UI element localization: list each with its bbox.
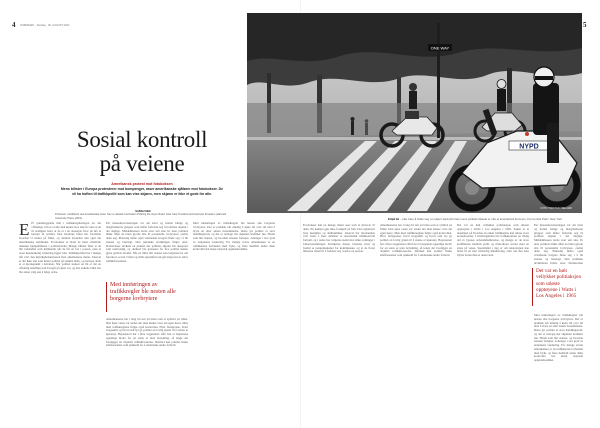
body-column-5 [380, 224, 452, 412]
byline [55, 210, 231, 220]
caption-text: – eller bare å holde seg i et ukjent sted på fortau mens politiets tilstede er ofte et amerikansk fenomen. Fra Central Park i New York. [399, 217, 563, 221]
drop-cap: E [19, 222, 30, 239]
left-page-number: 4 [12, 21, 16, 29]
body-text-7b: Med innføringen av trafikkregler ble nesten alle borgerne lovbrytere. Det er praktisk talt umulig å kjøre bil over tid uten å bryte en eller annen bestemmelse. Dette gir politiet et stort handlingsrom, og det er nettopp her skjønnet kommer inn. Hvem som blir stanset, og hvordan stansen forløper, avhenger i stor grad av betjentens vurdering. For mange svarte amerikanere er en trafikkstans forbundet med frykt, og flere dødsfall under slike kontroller har skapt nasjonal oppmerksomhet. [534, 314, 583, 362]
headline-line-1: Sosial kontroll [76, 127, 208, 152]
body-column-2a [106, 222, 188, 277]
photo-credit: FOTO: TORSTEIN HELLAND [540, 207, 572, 210]
body-column-7a [534, 224, 583, 264]
body-text-5: Amerikanerne har i lang tid sett på bilen som et symbol på frihet. Den åpne veien var stedet der man kunne være sin egen herre. Men med trafikkreglene fulgte også kontrollen. Hver fartsgrense, hvert stoppskilt og hvert rødt lys ga politiet en lovlig grunn til å stanse et kjøretøy. Høyesterett har i flere avgjørelser slått fast at betjentens egentlige motiv for en stans er uten betydning, så lenge det foreligger en objektiv trafikkforseelse. Dermed kan politiet bruke småforseelser som påskudd for å undersøke andre forhold. [380, 224, 452, 257]
caption-bold: Ettpå bil [388, 217, 400, 221]
pull-quote-1: Med innføringen av trafikkregler ble nesten alle borgerne lovbrytere [110, 282, 176, 303]
body-column-7b [534, 314, 583, 412]
body-column-6 [457, 224, 529, 412]
pull-quote-bar-2 [532, 268, 533, 306]
body-text-2b: Amerikanerne har i lang tid sett på bilen som et symbol på frihet. Den åpne veien var stedet der man kunne være sin egen herre. Men med trafikkreglene fulgte også kontrollen. Hver fartsgrense, hvert stoppskilt og hvert rødt lys ga politiet en lovlig grunn til å stanse et kjøretøy. Høyesterett har i flere avgjørelser slått fast at betjentens egentlige motiv for en stans er uten betydning, så lenge det foreligger en objektiv trafikkforseelse. Dermed kan politiet bruke småforseelser som påskudd for å undersøke andre forhold. [106, 318, 188, 348]
left-running-header: IN BERGEN · Søndag · 00. AUGUST 2024 [20, 24, 70, 27]
byline-bio: Professor i strafferett ved amerikanske Iowa. Seo er aktuell med boken Policing the Open Road: How Cars Transformed American Freedom (Harvard University Press, 2019). [55, 213, 227, 220]
pull-quote-2: Det var en høit vellykket politiaksjon som utløste opptøyene i Watts i Los Angeles i 1965 [536, 268, 582, 300]
body-text-6: Det var en høit vellykket politiaksjon som utløste opptøyene i Watts i Los Angeles i 1965. Saken er et eksempel på hvordan en enkel trafikkstans kan utløse store konsekvenser. I etterkrigstiden ble trafikkpolitiet en viktig del av byenes ordenshåndhevelse, og mange av de store konfliktene mellom politi og minoriteter startet med en stans på veien. Spørsmålet i dag er om teknologien kan bidra til en mer rettferdig håndheving, eller om den bare flytter kontrollen et annet sted. [457, 224, 529, 257]
headline-line-2: på veiene [99, 151, 185, 176]
photo-scene [247, 13, 582, 213]
body-text-2: Før massemotoriseringen var det først og fremst fattige og marginaliserte grupper som måtte forholde seg til politiets skjønn i det daglige. Middelklassen levde stort sett sine liv uten politiets blikk. Men da bilen gjorde alle til potensielle lovbrytere, endret dette seg. Plutselig måtte også velstående borgere finne seg i å bli stanset og bøtelagt. Den juridiske utviklingen fulgte etter. Domstolene utviklet en praksis der politiets skjønn ble akseptert som nødvendig, og dermed ble grensene for hva politiet kunne gjøre gradvis utvidet. Når en bilist blir stanset kan betjenten be om førerkort, se inn i bilen og stille spørsmål som går langt utover selve trafikkforseelsen. [106, 222, 188, 263]
body-column-3 [193, 222, 275, 412]
street-sign-text: ONE WAY [430, 45, 450, 51]
deck: Mens bilister i Europa protesterer mot bompenger, raser amerikanske sjåfører mot fotobokser. De vil ha hoften til trafikkpoliti som kan vise skjønn, men skjønn er ikke et gode for alle. [60, 187, 224, 197]
body-column-2b [106, 318, 188, 412]
body-text-7a: Før massemotoriseringen var det først og fremst fattige og marginaliserte grupper som måtte forholde seg til politiets skjønn i det daglige. Middelklassen levde stort sett sine liv uten politiets blikk. Men da bilen gjorde alle til potensielle lovbrytere, endret dette seg. Plutselig måtte også velstående borgere finne seg i å bli stanset og bøtelagt. Den juridiske utviklingen fulgte etter. Domstolene [534, 224, 583, 264]
body-text-1: Et grunnleggende mål i trafikkreguleringen for det offentlige rom er at alle skal kunne leve sine liv uten at de til stadighet føler at de er i en situasjon hvor de må ta hensyn til politiet. Den moderne bilen har forandret hvordan vi tenker på frihet, og dermed forandret den også det amerikanske samfunnet. Fotobokser er blant de mest omstridte tekniske hjelpemidlene i politiarbeidet. Mange bilister føler at de blir behandlet som kriminelle når de får en bot i posten, uten at noen menneskelig vurdering ligger bak. Trafikkpolitiet har i mange tiår vært den myndighetsutøveren flest amerikanere møter. Likevel er det ikke alle som møter politiet på samme måte, og nettopp dette er et kjernepunkt i debatten. Når politiet stanser en bil er det en offentlig handling som foregår på åpen vei, og den enkelte bilist har lite annet valg enn å følge ordre. [19, 222, 101, 274]
pull-quote-bar-1 [106, 282, 107, 312]
body-text-3: Med innføringen av trafikkregler ble nesten alle borgerne lovbrytere. Det er praktisk talt umulig å kjøre bil over tid uten å bryte en eller annen bestemmelse. Dette gir politiet et stort handlingsrom, og det er nettopp her skjønnet kommer inn. Hvem som blir stanset, og hvordan stansen forløper, avhenger i stor grad av betjentens vurdering. For mange svarte amerikanere er en trafikkstans forbundet med frykt, og flere dødsfall under slike kontroller har skapt nasjonal oppmerksomhet. [193, 222, 275, 252]
byline-name: SARAH SEO [135, 210, 151, 213]
right-page-number: 5 [583, 21, 587, 29]
article-photo [247, 13, 582, 213]
body-text-4: Fotobokser kan på mange måter sees som et motsvar til dette. En kamera gjør ikke forskjell på folk. Det registrerer bare hastighet og skiltnummer. Likevel har motstanden vært sterk. I flere delstater er automatisk trafikkontroll forbudt, og i andre har velgerne stemt mot slike ordninger i folkeavstemninger. Kritikerne mener boksene først og fremst er pengemaskiner for kommunene, og at de fratar bilistene retten til å forklare seg overfor en person. [303, 224, 375, 254]
body-column-1 [19, 222, 101, 412]
photo-caption [388, 217, 583, 221]
license-plate-text: NYPD [519, 143, 539, 151]
kicker: Amerikansk protest mot fotoboksen [111, 182, 173, 186]
headline [47, 128, 237, 176]
body-column-4 [303, 224, 375, 412]
